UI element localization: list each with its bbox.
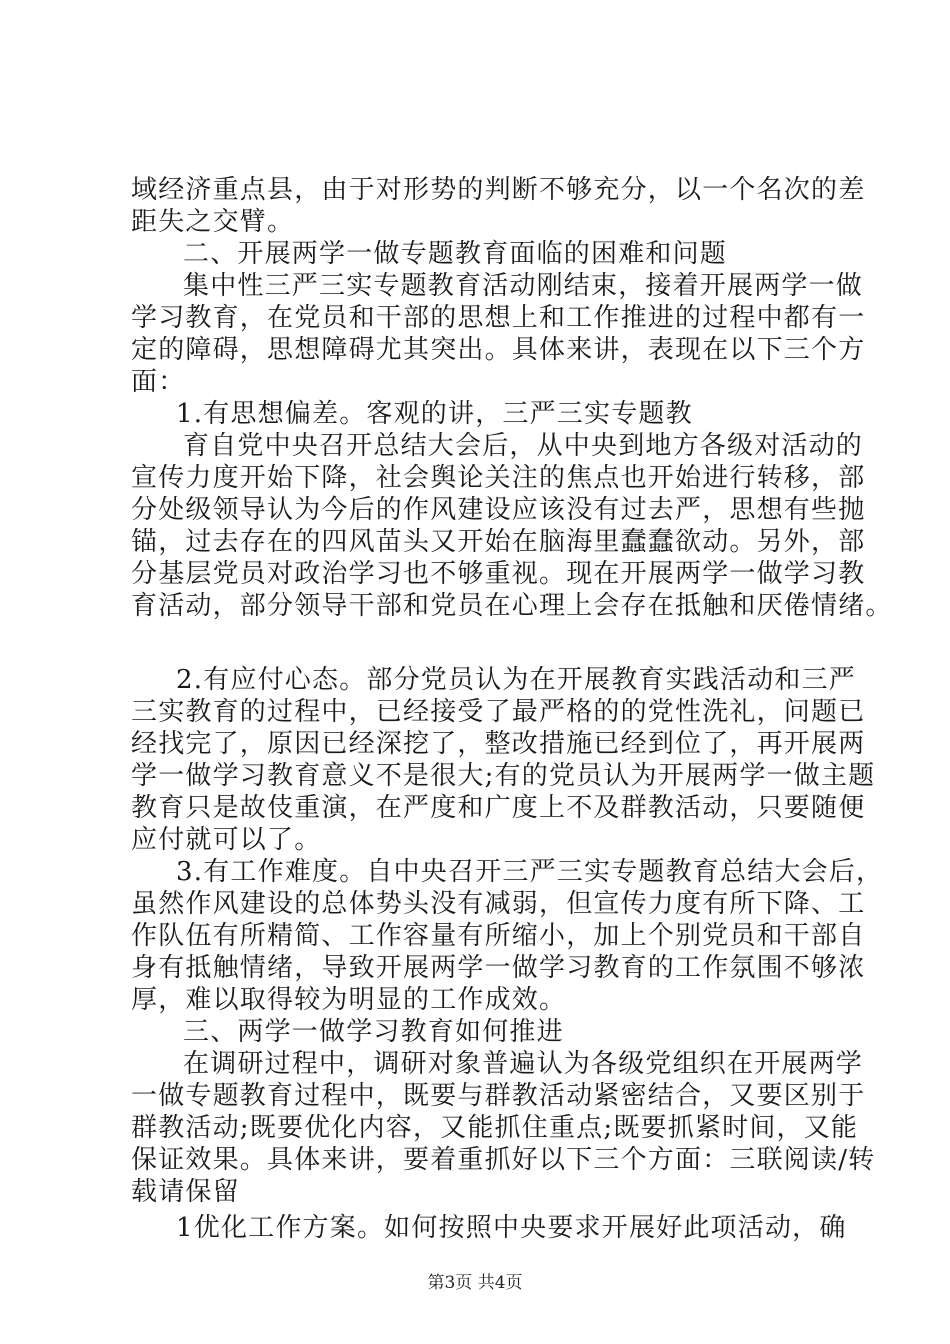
text-line: 宣传力度开始下降，社会舆论关注的焦点也开始进行转移，部: [131, 463, 866, 493]
text-line: 作队伍有所精简、工作容量有所缩小，加上个别党员和干部自: [131, 921, 866, 951]
section-heading: 三、两学一做学习教育如何推进: [183, 1017, 564, 1047]
list-item-heading: 1优化工作方案。如何按照中央要求开展好此项活动，确: [176, 1213, 847, 1243]
text-line: 在调研过程中，调研对象普遍认为各级党组织在开展两学: [183, 1049, 864, 1079]
list-item-heading: 1.有思想偏差。客观的讲，三严三实专题教: [176, 399, 693, 429]
text-line: 域经济重点县，由于对形势的判断不够充分，以一个名次的差: [131, 175, 866, 205]
text-line: 育自党中央召开总结大会后，从中央到地方各级对活动的: [183, 431, 864, 461]
text-line: 育活动，部分领导干部和党员在心理上会存在抵触和厌倦情绪。: [131, 591, 893, 621]
text-line: 面：: [131, 367, 186, 397]
list-item-heading: 3.有工作难度。自中央召开三严三实专题教育总结大会后，: [176, 857, 884, 887]
text-line: 载请保留: [131, 1177, 240, 1207]
list-item-heading: 2.有应付心态。部分党员认为在开展教育实践活动和三严: [176, 665, 857, 695]
text-line: 锚，过去存在的四风苗头又开始在脑海里蠢蠢欲动。另外，部: [131, 527, 866, 557]
text-line: 学习教育，在党员和干部的思想上和工作推进的过程中都有一: [131, 303, 866, 333]
text-line: 教育只是故伎重演，在严度和广度上不及群教活动，只要随便: [131, 793, 866, 823]
text-line: 距失之交臂。: [131, 207, 295, 237]
text-line: 分基层党员对政治学习也不够重视。现在开展两学一做学习教: [131, 559, 866, 589]
section-heading: 二、开展两学一做专题教育面临的困难和问题: [183, 239, 728, 269]
text-line: 群教活动;既要优化内容，又能抓住重点;既要抓紧时间，又能: [131, 1113, 859, 1143]
text-line: 厚，难以取得较为明显的工作成效。: [131, 985, 567, 1015]
text-line: 一做专题教育过程中，既要与群教活动紧密结合，又要区别于: [131, 1081, 866, 1111]
text-line: 应付就可以了。: [131, 825, 322, 855]
text-line: 分处级领导认为今后的作风建设应该没有过去严，思想有些抛: [131, 495, 866, 525]
page-number-footer: 第3页 共4页: [427, 1273, 523, 1293]
text-line: 集中性三严三实专题教育活动刚结束，接着开展两学一做: [183, 271, 864, 301]
text-line: 三实教育的过程中，已经接受了最严格的的党性洗礼，问题已: [131, 697, 866, 727]
text-line: 学一做学习教育意义不是很大;有的党员认为开展两学一做主题: [131, 761, 876, 791]
text-line: 虽然作风建设的总体势头没有减弱，但宣传力度有所下降、工: [131, 889, 866, 919]
text-line: 保证效果。具体来讲，要着重抓好以下三个方面：三联阅读/转: [131, 1145, 876, 1175]
text-line: 定的障碍，思想障碍尤其突出。具体来讲，表现在以下三个方: [131, 335, 866, 365]
text-line: 经找完了，原因已经深挖了，整改措施已经到位了，再开展两: [131, 729, 866, 759]
text-line: 身有抵触情绪，导致开展两学一做学习教育的工作氛围不够浓: [131, 953, 866, 983]
